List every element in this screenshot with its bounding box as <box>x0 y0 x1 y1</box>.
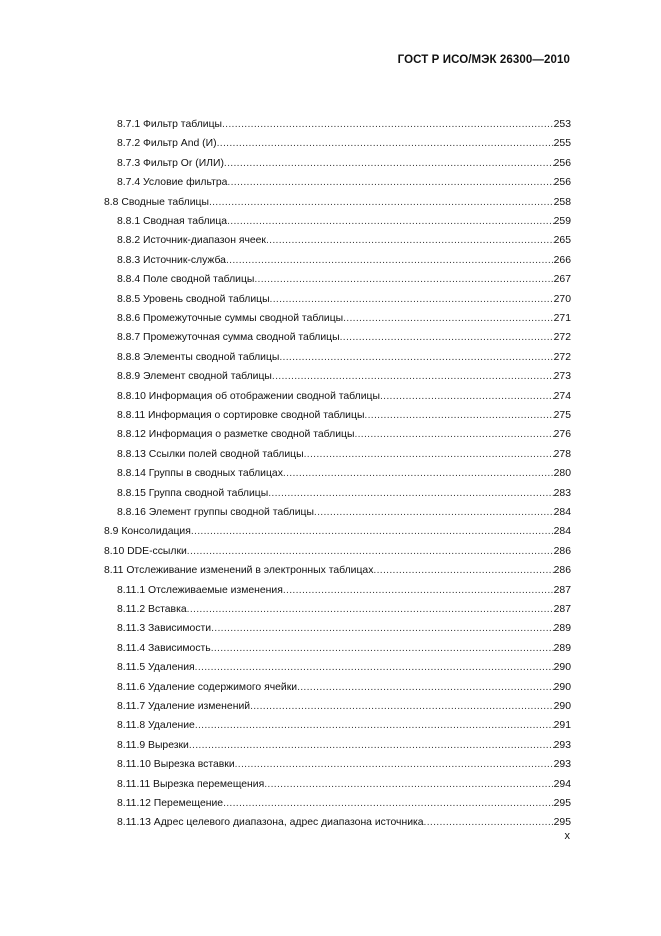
toc-entry[interactable] <box>117 232 571 250</box>
toc-entry-page: 289 <box>553 623 571 635</box>
toc-leader-dots <box>424 814 554 832</box>
toc-entry-page: 276 <box>553 429 571 441</box>
toc-entry-number: 8.8.2 <box>117 235 141 247</box>
toc-leader-dots <box>314 504 554 522</box>
toc-entry-title: Перемещение <box>153 798 224 809</box>
toc-leader-dots <box>226 252 554 270</box>
toc-entry-page: 253 <box>553 119 571 130</box>
toc-entry[interactable] <box>117 329 571 347</box>
toc-entry-page: 266 <box>553 254 571 266</box>
toc-entry-title: Информация о сортировке сводной таблицы <box>148 410 365 421</box>
toc-entry-page: 272 <box>553 332 571 344</box>
toc-leader-dots <box>354 426 553 444</box>
toc-entry-page: 286 <box>553 545 571 557</box>
toc-entry-title: Промежуточная сумма сводной таблицы <box>143 332 340 344</box>
toc-entry-title: Удаление <box>148 720 195 732</box>
toc-entry-page: 271 <box>553 313 571 324</box>
toc-entry-page: 290 <box>553 662 571 674</box>
toc-entry-number: 8.11.8 <box>117 720 146 732</box>
toc-entry[interactable] <box>117 426 571 444</box>
toc-entry[interactable] <box>117 407 571 425</box>
toc-entry-title: Элемент сводной таблицы <box>143 371 272 383</box>
toc-entry[interactable] <box>117 601 571 619</box>
toc-leader-dots <box>235 756 554 774</box>
toc-entry[interactable] <box>117 465 571 483</box>
toc-entry[interactable] <box>104 194 571 212</box>
toc-entry[interactable] <box>117 717 571 735</box>
toc-entry-title: Информация о разметке сводной таблицы <box>148 429 355 441</box>
toc-entry-number: 8.11.12 <box>117 798 151 809</box>
toc-entry[interactable] <box>117 504 571 522</box>
toc-entry-title: Вырезка перемещения <box>153 778 265 790</box>
toc-leader-dots <box>227 213 554 231</box>
toc-entry[interactable] <box>117 485 571 503</box>
toc-entry[interactable] <box>117 756 571 774</box>
toc-entry-number: 8.11.5 <box>117 662 146 674</box>
toc-entry-title: Фильтр And (И) <box>143 138 217 150</box>
toc-entry-page: 272 <box>553 351 571 363</box>
toc-entry-title: Элементы сводной таблицы <box>143 351 280 363</box>
toc-entry[interactable] <box>117 776 571 794</box>
toc-entry-title: Условие фильтра <box>143 177 228 189</box>
toc-leader-dots <box>283 465 554 483</box>
toc-entry[interactable] <box>117 446 571 464</box>
toc-entry[interactable] <box>104 523 571 541</box>
toc-leader-dots <box>268 485 553 503</box>
toc-entry-number: 8.11.1 <box>117 584 146 596</box>
document-header: ГОСТ Р ИСО/МЭК 26300—2010 <box>397 54 570 66</box>
toc-entry-page: 273 <box>553 371 571 383</box>
toc-leader-dots <box>217 135 554 153</box>
toc-entry-number: 8.8.16 <box>117 507 146 518</box>
toc-entry[interactable] <box>117 116 571 134</box>
toc-entry[interactable] <box>117 174 571 192</box>
toc-entry-title: Удаление содержимого ячейки <box>148 681 298 693</box>
toc-entry-title: Удаление изменений <box>148 701 251 712</box>
toc-entry[interactable] <box>117 679 571 697</box>
toc-entry-page: 283 <box>553 487 571 499</box>
toc-entry-title: Элемент группы сводной таблицы <box>148 507 314 518</box>
toc-entry[interactable] <box>117 814 571 832</box>
toc-leader-dots <box>283 582 554 600</box>
toc-entry[interactable] <box>117 659 571 677</box>
toc-entry-title: Источник-диапазон ячеек <box>143 235 266 247</box>
toc-leader-dots <box>380 388 554 406</box>
toc-leader-dots <box>227 174 553 192</box>
toc-entry-number: 8.11.2 <box>117 604 146 615</box>
toc-entry-page: 256 <box>553 177 571 189</box>
toc-entry[interactable] <box>117 349 571 367</box>
toc-leader-dots <box>304 446 554 464</box>
toc-entry-page: 258 <box>553 196 571 208</box>
toc-entry-number: 8.8.8 <box>117 351 141 363</box>
toc-entry-number: 8.11 <box>104 565 124 577</box>
toc-entry-number: 8.11.3 <box>117 623 146 635</box>
toc-entry-page: 294 <box>553 778 571 790</box>
toc-entry-number: 8.11.11 <box>117 778 151 790</box>
toc-entry-page: 256 <box>553 157 571 169</box>
toc-entry-page: 290 <box>553 701 571 712</box>
toc-entry-title: Сводные таблицы <box>121 196 209 208</box>
toc-leader-dots <box>187 601 554 619</box>
toc-leader-dots <box>211 640 554 658</box>
toc-entry-title: Вырезки <box>148 739 189 751</box>
toc-entry-number: 8.8.3 <box>117 254 141 266</box>
toc-entry[interactable] <box>117 737 571 755</box>
toc-entry-number: 8.11.7 <box>117 701 146 712</box>
page-number: x <box>564 830 570 842</box>
toc-leader-dots <box>224 155 554 173</box>
toc-entry-page: 274 <box>553 390 571 402</box>
toc-entry-page: 295 <box>553 817 571 829</box>
toc-entry[interactable] <box>117 368 571 386</box>
toc-entry-page: 287 <box>553 604 571 615</box>
toc-leader-dots <box>266 232 554 250</box>
toc-entry[interactable] <box>117 620 571 638</box>
toc-entry-title: Зависимости <box>148 623 212 635</box>
toc-entry[interactable] <box>117 291 571 309</box>
toc-leader-dots <box>250 698 554 716</box>
toc-entry-page: 291 <box>553 720 571 732</box>
toc-entry[interactable] <box>117 310 571 328</box>
toc-entry-page: 259 <box>553 216 571 227</box>
toc-entry-title: Консолидация <box>121 526 191 538</box>
toc-leader-dots <box>279 349 553 367</box>
toc-entry-title: Удаления <box>148 662 195 674</box>
toc-entry-page: 295 <box>553 798 571 809</box>
toc-entry-page: 289 <box>553 642 571 654</box>
toc-entry-page: 284 <box>553 526 571 538</box>
toc-entry-page: 290 <box>553 681 571 693</box>
toc-entry[interactable] <box>117 271 571 289</box>
toc-entry-number: 8.8.4 <box>117 274 141 286</box>
toc-entry-title: Зависимость <box>148 642 211 654</box>
toc-entry-title: Уровень сводной таблицы <box>143 293 270 305</box>
toc-entry[interactable] <box>117 640 571 658</box>
toc-entry-title: Отслеживаемые изменения <box>148 584 283 596</box>
toc-leader-dots <box>373 562 553 580</box>
toc-leader-dots <box>187 543 554 561</box>
toc-entry-number: 8.11.13 <box>117 817 151 829</box>
toc-entry[interactable] <box>117 388 571 406</box>
toc-entry[interactable] <box>104 562 571 580</box>
toc-entry[interactable] <box>117 698 571 716</box>
toc-entry-page: 280 <box>553 468 571 480</box>
toc-leader-dots <box>364 407 553 425</box>
toc-entry-number: 8.7.4 <box>117 177 141 189</box>
toc-entry[interactable] <box>117 135 571 153</box>
toc-leader-dots <box>343 310 554 328</box>
toc-leader-dots <box>195 717 554 735</box>
toc-entry-page: 286 <box>553 565 571 577</box>
toc-entry-page: 265 <box>553 235 571 247</box>
toc-entry-number: 8.8.1 <box>117 216 141 227</box>
toc-entry-title: Сводная таблица <box>143 216 228 227</box>
toc-entry-page: 287 <box>553 584 571 596</box>
toc-entry-number: 8.8.13 <box>117 448 146 460</box>
toc-leader-dots <box>270 291 554 309</box>
toc-entry-number: 8.8.11 <box>117 410 146 421</box>
toc-entry[interactable] <box>117 155 571 173</box>
toc-entry-page: 275 <box>553 410 571 421</box>
toc-entry-title: Промежуточные суммы сводной таблицы <box>143 313 344 324</box>
toc-entry-number: 8.10 <box>104 545 125 557</box>
toc-entry-title: Адрес целевого диапазона, адрес диапазона источника <box>153 817 424 829</box>
toc-entry-number: 8.11.9 <box>117 739 146 751</box>
toc-entry-number: 8.9 <box>104 526 119 538</box>
toc-entry-number: 8.7.3 <box>117 157 141 169</box>
toc-leader-dots <box>209 194 554 212</box>
toc-entry-title: Информация об отображении сводной таблицы <box>148 390 380 402</box>
toc-entry[interactable] <box>104 543 571 561</box>
toc-entry-title: Ссылки полей сводной таблицы <box>148 448 304 460</box>
toc-leader-dots <box>189 737 554 755</box>
toc-leader-dots <box>211 620 554 638</box>
toc-entry-number: 8.8.12 <box>117 429 146 441</box>
toc-leader-dots <box>222 116 554 134</box>
toc-entry-title: DDE-ссылки <box>127 545 187 557</box>
toc-leader-dots <box>272 368 554 386</box>
toc-entry-title: Поле сводной таблицы <box>143 274 255 286</box>
toc-entry-page: 293 <box>553 759 571 771</box>
toc-entry-page: 293 <box>553 739 571 751</box>
toc-entry-number: 8.8.6 <box>117 313 141 324</box>
toc-entry[interactable] <box>117 582 571 600</box>
toc-entry-number: 8.11.6 <box>117 681 146 693</box>
toc-entry-title: Группы в сводных таблицах <box>148 468 283 480</box>
toc-entry-page: 267 <box>553 274 571 286</box>
toc-entry-number: 8.7.2 <box>117 138 141 150</box>
toc-entry-title: Фильтр Or (ИЛИ) <box>143 157 224 169</box>
toc-entry-page: 255 <box>553 138 571 150</box>
toc-entry-title: Источник-служба <box>143 254 226 266</box>
toc-entry-title: Группа сводной таблицы <box>148 487 269 499</box>
toc-entry-number: 8.8.10 <box>117 390 146 402</box>
toc-entry-number: 8.7.1 <box>117 119 141 130</box>
toc-entry-title: Фильтр таблицы <box>143 119 222 130</box>
toc-leader-dots <box>254 271 553 289</box>
toc-leader-dots <box>195 659 554 677</box>
toc-entry-number: 8.8.9 <box>117 371 141 383</box>
toc-entry-number: 8.8.7 <box>117 332 141 344</box>
toc-leader-dots <box>223 795 554 813</box>
toc-entry-number: 8.8.5 <box>117 293 141 305</box>
toc-entry-number: 8.8.15 <box>117 487 146 499</box>
toc-entry-page: 284 <box>553 507 571 518</box>
toc-entry-title: Вырезка вставки <box>153 759 235 771</box>
toc-entry-title: Вставка <box>148 604 187 615</box>
toc-leader-dots <box>297 679 554 697</box>
toc-leader-dots <box>191 523 554 541</box>
toc-leader-dots <box>340 329 554 347</box>
toc-leader-dots <box>264 776 553 794</box>
toc-entry-number: 8.11.10 <box>117 759 151 771</box>
toc-entry[interactable] <box>117 795 571 813</box>
toc-entry-number: 8.8.14 <box>117 468 146 480</box>
toc-entry-number: 8.11.4 <box>117 642 146 654</box>
toc-entry-number: 8.8 <box>104 196 119 208</box>
toc-entry-title: Отслеживание изменений в электронных таблицах <box>126 565 374 577</box>
toc-entry[interactable] <box>117 252 571 270</box>
toc-entry-page: 278 <box>553 448 571 460</box>
toc-entry[interactable] <box>117 213 571 231</box>
toc-entry-page: 270 <box>553 293 571 305</box>
